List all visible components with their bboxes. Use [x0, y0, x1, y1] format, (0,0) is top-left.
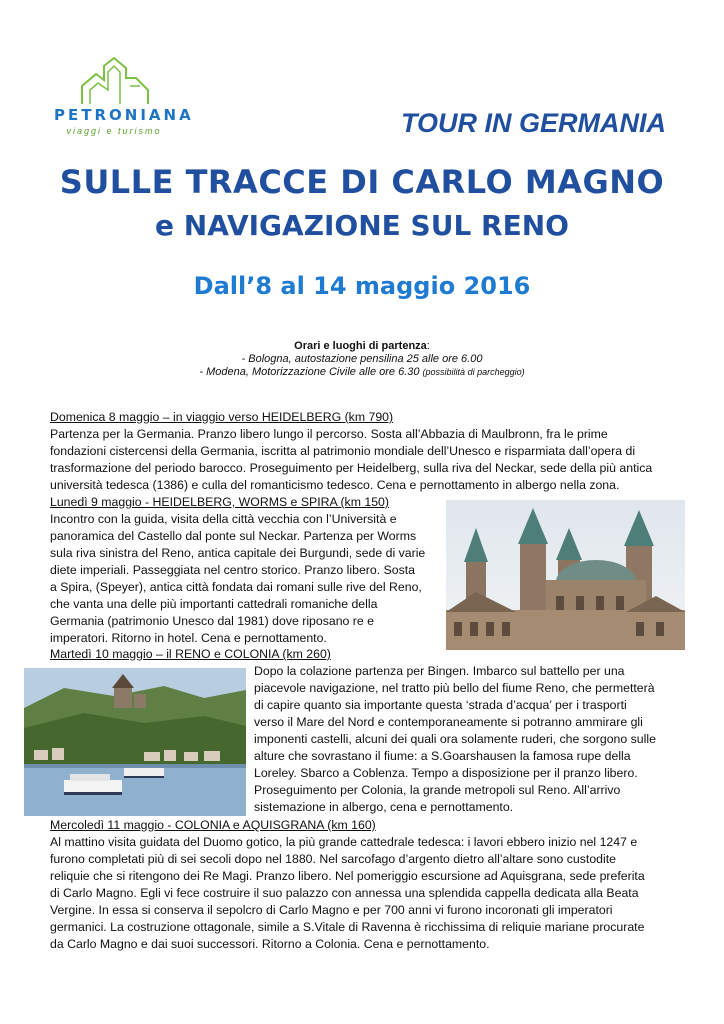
day-text-line: trasformazione del periodo barocco. Proseguimento per Heidelberg, sulla riva del Neckar, sede della più antica — [50, 461, 653, 475]
day-text-line: imperatori. Ritorno in hotel. Cena e pernottamento. — [50, 631, 327, 645]
day-heading: Martedì 10 maggio – il RENO e COLONIA (km 260) — [50, 647, 331, 661]
day-text-line: reliquie che si ritengono dei Re Magi. Pranzo libero. Nel pomeriggio escursione ad Aquisgrana, sede preferita — [50, 869, 645, 883]
day-text-line: sistemazione in albergo, cena e pernottamento. — [254, 800, 514, 814]
day-text-line: che vanta una delle più importanti cattedrali romaniche della — [50, 597, 378, 611]
day-text-line: Partenza per la Germania. Pranzo libero lungo il percorso. Sosta all’Abbazia di Maulbronn, fra le prime — [50, 427, 608, 441]
departure-bologna: - Bologna, autostazione pensilina 25 alle ore 6.00 — [241, 353, 483, 365]
day-text-line: Loreley. Sbarco a Coblenza. Tempo a disposizione per il pranzo libero. — [254, 766, 638, 780]
speyer-cathedral-photo — [446, 500, 685, 650]
day-heading: Lunedì 9 maggio - HEIDELBERG, WORMS e SPIRA (km 150) — [50, 495, 389, 509]
day-text-line: fondazioni cistercensi della Germania, iscritta al patrimonio mondiale dell’Unesco e risparmiata dall’opera di — [50, 444, 636, 458]
day-text-line: diete imperiali. Passeggiata nel centro storico. Pranzo libero. Sosta — [50, 563, 415, 577]
day-text-line: furono completati più di sei secoli dopo nel 1880. Nel sarcofago d’argento dietro all’altare sono custodite — [50, 852, 617, 866]
day-text-line: sula riva sinistra del Reno, antica capitale dei Burgundi, sede di varie — [50, 546, 426, 560]
day-4 — [50, 817, 673, 953]
day-text-line: imponenti castelli, alcuni dei quali ora solamente ruderi, che sorgono sulle — [254, 732, 656, 746]
day-text-line: Al mattino visita guidata del Duomo gotico, la più grande cattedrale tedesca: i lavori ebbero inizio nel 1247 e — [50, 835, 638, 849]
day-text-line: panoramica del Castello dal ponte sul Neckar. Partenza per Worms — [50, 529, 417, 543]
day-text-line: università tedesca (1386) e culla del romanticismo tedesco. Cena e pernottamento in albergo nella zona. — [50, 478, 620, 492]
day-2 — [50, 494, 435, 647]
day-text-line: alture che sovrastano il fiume: a S.Goarshausen la famosa rupe della — [254, 749, 631, 763]
day-text-line: Germania (patrimonio Unesco dal 1981) dove riposano re e — [50, 614, 374, 628]
page-subtitle: e NAVIGAZIONE SUL RENO — [155, 209, 569, 242]
departure-parking-note: (possibilità di parcheggio) — [422, 367, 525, 377]
day-text-line: Dopo la colazione partenza per Bingen. Imbarco sul battello per una — [254, 664, 625, 678]
departure-info — [0, 340, 724, 379]
departure-label: Orari e luoghi di partenza — [294, 340, 427, 352]
day-text-line: verso il Mare del Nord e contemporaneamente si potranno ammirare gli — [254, 715, 643, 729]
logo-subtitle: viaggi e turismo — [66, 126, 162, 136]
tour-dates: Dall’8 al 14 maggio 2016 — [193, 272, 531, 300]
day-text-line: Vergine. In essa si conserva il sepolcro di Carlo Magno e per 700 anni vi furono incoronati gli imperatori — [50, 903, 613, 917]
day-text-line: germanici. La costruzione ottagonale, simile a S.Vitale di Ravenna è ricchissima di reliquie mariane procurate — [50, 920, 645, 934]
company-logo — [54, 56, 194, 140]
day-3 — [254, 663, 672, 816]
rhine-river-photo — [24, 668, 246, 816]
logo-name: PETRONIANA — [54, 106, 194, 124]
day-heading: Mercoledì 11 maggio - COLONIA e AQUISGRANA (km 160) — [50, 818, 376, 832]
day-text-line: di capire quanto sia importante questa ‘strada d’acqua’ per i trasporti — [254, 698, 627, 712]
day-text-line: a Spira, (Speyer), antica città fondata dai romani sulle rive del Reno, — [50, 580, 422, 594]
day-text-line: Incontro con la guida, visita della città vecchia con l’Università e — [50, 512, 397, 526]
day-3-heading-block — [50, 646, 368, 663]
tour-label: TOUR IN GERMANIA — [400, 108, 666, 138]
logo-building-icon — [80, 56, 150, 106]
day-text-line: da Carlo Magno e dai suoi successori. Ritorno a Colonia. Cena e pernottamento. — [50, 937, 490, 951]
departure-modena: - Modena, Motorizzazione Civile alle ore 6.30 — [199, 366, 420, 378]
page-title: SULLE TRACCE DI CARLO MAGNO — [59, 163, 665, 201]
departure-colon: : — [426, 340, 430, 352]
day-1 — [50, 409, 673, 494]
day-text-line: di Carlo Magno. Egli vi fece costruire il suo palazzo con annessa una splendida cappella dedicata alla Beata — [50, 886, 639, 900]
day-text-line: piacevole navigazione, nel tratto più bello del fiume Reno, che permetterà — [254, 681, 655, 695]
day-heading: Domenica 8 maggio – in viaggio verso HEIDELBERG (km 790) — [50, 410, 394, 424]
day-text-line: Proseguimento per Colonia, la grande metropoli sul Reno. All’arrivo — [254, 783, 621, 797]
